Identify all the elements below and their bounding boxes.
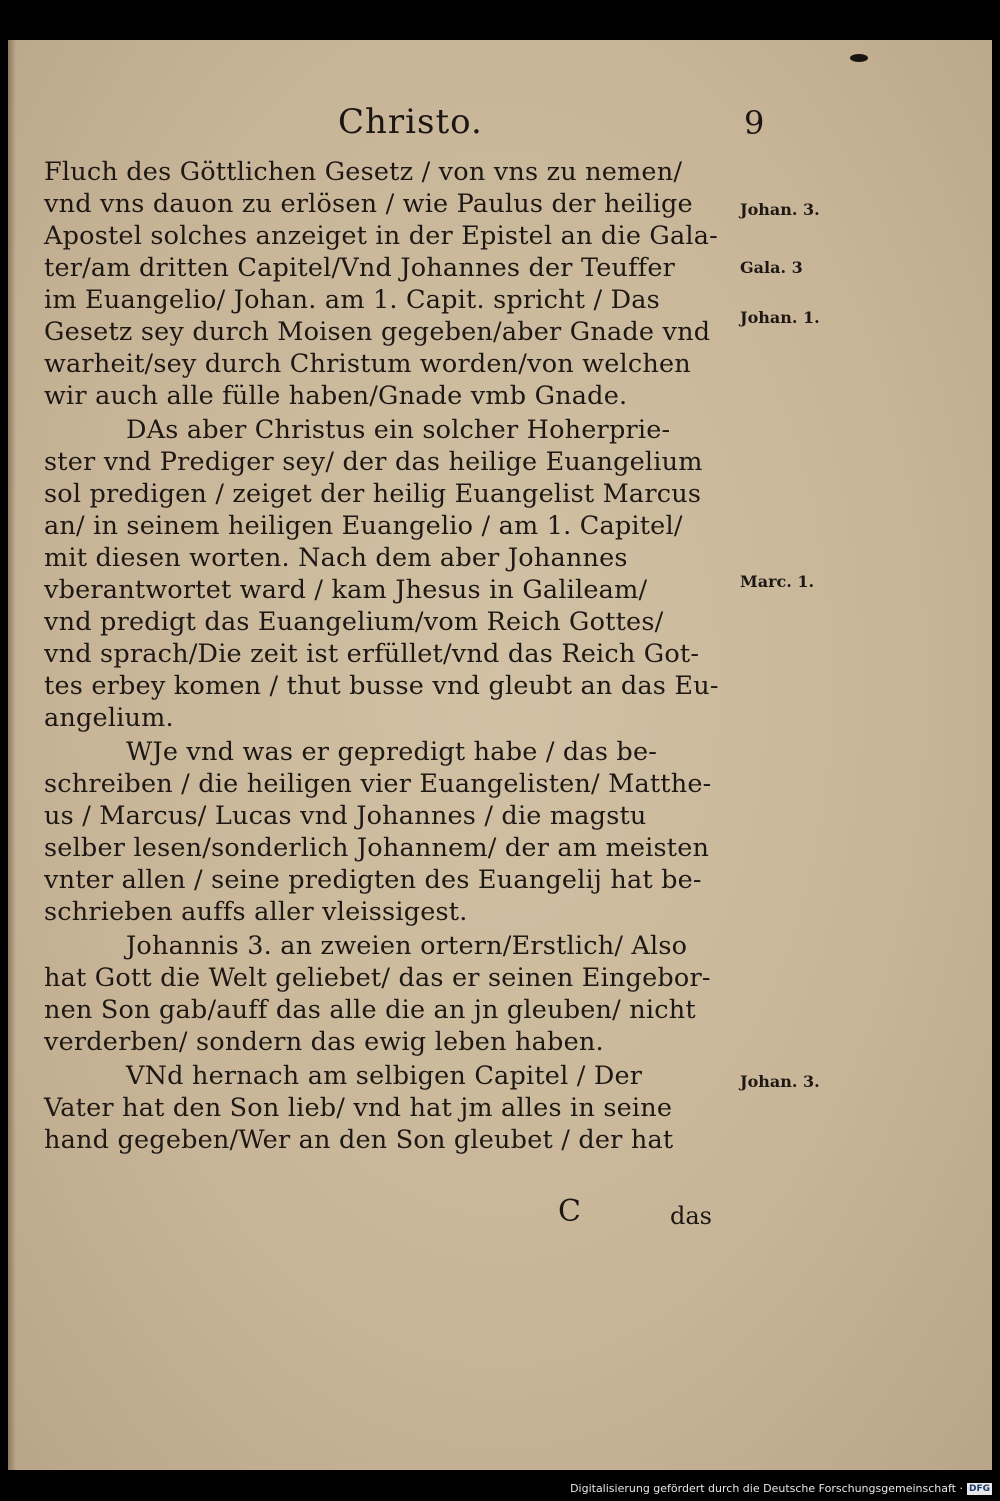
text-line: ter/am dritten Capitel/Vnd Johannes der Teuffer xyxy=(44,253,676,283)
margin-note: Johan. 3. xyxy=(740,1072,820,1091)
page-number: 9 xyxy=(744,104,765,142)
text-line: Fluch des Göttlichen Gesetz / von vns zu nemen/ xyxy=(44,157,683,187)
text-line: angelium. xyxy=(44,703,174,733)
text-line: tes erbey komen / thut busse vnd gleubt an das Eu- xyxy=(44,671,719,701)
text-line: Gesetz sey durch Moisen gegeben/aber Gnade vnd xyxy=(44,317,711,347)
catchword: das xyxy=(670,1202,712,1230)
text-line: WJe vnd was er gepredigt habe / das be- xyxy=(126,737,658,767)
text-line: Johannis 3. an zweien ortern/Erstlich/ Also xyxy=(126,931,688,961)
text-line: vnter allen / seine predigten des Euangelij hat be- xyxy=(44,865,702,895)
text-line: vnd predigt das Euangelium/vom Reich Gottes/ xyxy=(44,607,664,637)
running-head: Christo. xyxy=(338,102,483,142)
text-line: mit diesen worten. Nach dem aber Johannes xyxy=(44,543,628,573)
text-line: selber lesen/sonderlich Johannem/ der am meisten xyxy=(44,833,710,863)
margin-note: Johan. 3. xyxy=(740,200,820,219)
margin-note: Gala. 3 xyxy=(740,258,803,277)
book-page xyxy=(8,40,992,1470)
text-line: hand gegeben/Wer an den Son gleubet / der hat xyxy=(44,1125,674,1155)
text-line: ster vnd Prediger sey/ der das heilige Euangelium xyxy=(44,447,703,477)
text-line: an/ in seinem heiligen Euangelio / am 1. Capitel/ xyxy=(44,511,683,541)
text-line: vnd vns dauon zu erlösen / wie Paulus der heilige xyxy=(44,189,693,219)
text-line: nen Son gab/auff das alle die an jn gleuben/ nicht xyxy=(44,995,696,1025)
text-line: DAs aber Christus ein solcher Hoherprie- xyxy=(126,415,671,445)
credit-text: Digitalisierung gefördert durch die Deutsche Forschungsgemeinschaft · xyxy=(570,1482,963,1495)
margin-note: Marc. 1. xyxy=(740,572,815,591)
text-line: wir auch alle fülle haben/Gnade vmb Gnade. xyxy=(44,381,628,411)
text-line: im Euangelio/ Johan. am 1. Capit. spricht / Das xyxy=(44,285,660,315)
signature-mark: C xyxy=(558,1194,581,1229)
text-line: vberantwortet ward / kam Jhesus in Galileam/ xyxy=(44,575,648,605)
text-line: us / Marcus/ Lucas vnd Johannes / die magstu xyxy=(44,801,647,831)
text-line: warheit/sey durch Christum worden/von welchen xyxy=(44,349,691,379)
digitization-credit xyxy=(570,1482,992,1495)
text-line: vnd sprach/Die zeit ist erfüllet/vnd das Reich Got- xyxy=(44,639,700,669)
text-line: verderben/ sondern das ewig leben haben. xyxy=(44,1027,604,1057)
text-line: schrieben auffs aller vleissigest. xyxy=(44,897,468,927)
text-line: VNd hernach am selbigen Capitel / Der xyxy=(126,1061,643,1091)
margin-note: Johan. 1. xyxy=(740,308,820,327)
ink-smudge xyxy=(850,54,868,62)
text-line: Vater hat den Son lieb/ vnd hat jm alles in seine xyxy=(44,1093,673,1123)
dfg-logo: DFG xyxy=(968,1483,990,1494)
text-line: Apostel solches anzeiget in der Epistel an die Gala- xyxy=(44,221,718,251)
text-line: schreiben / die heiligen vier Euangelisten/ Matthe- xyxy=(44,769,712,799)
text-line: sol predigen / zeiget der heilig Euangelist Marcus xyxy=(44,479,702,509)
text-line: hat Gott die Welt geliebet/ das er seinen Eingebor- xyxy=(44,963,711,993)
